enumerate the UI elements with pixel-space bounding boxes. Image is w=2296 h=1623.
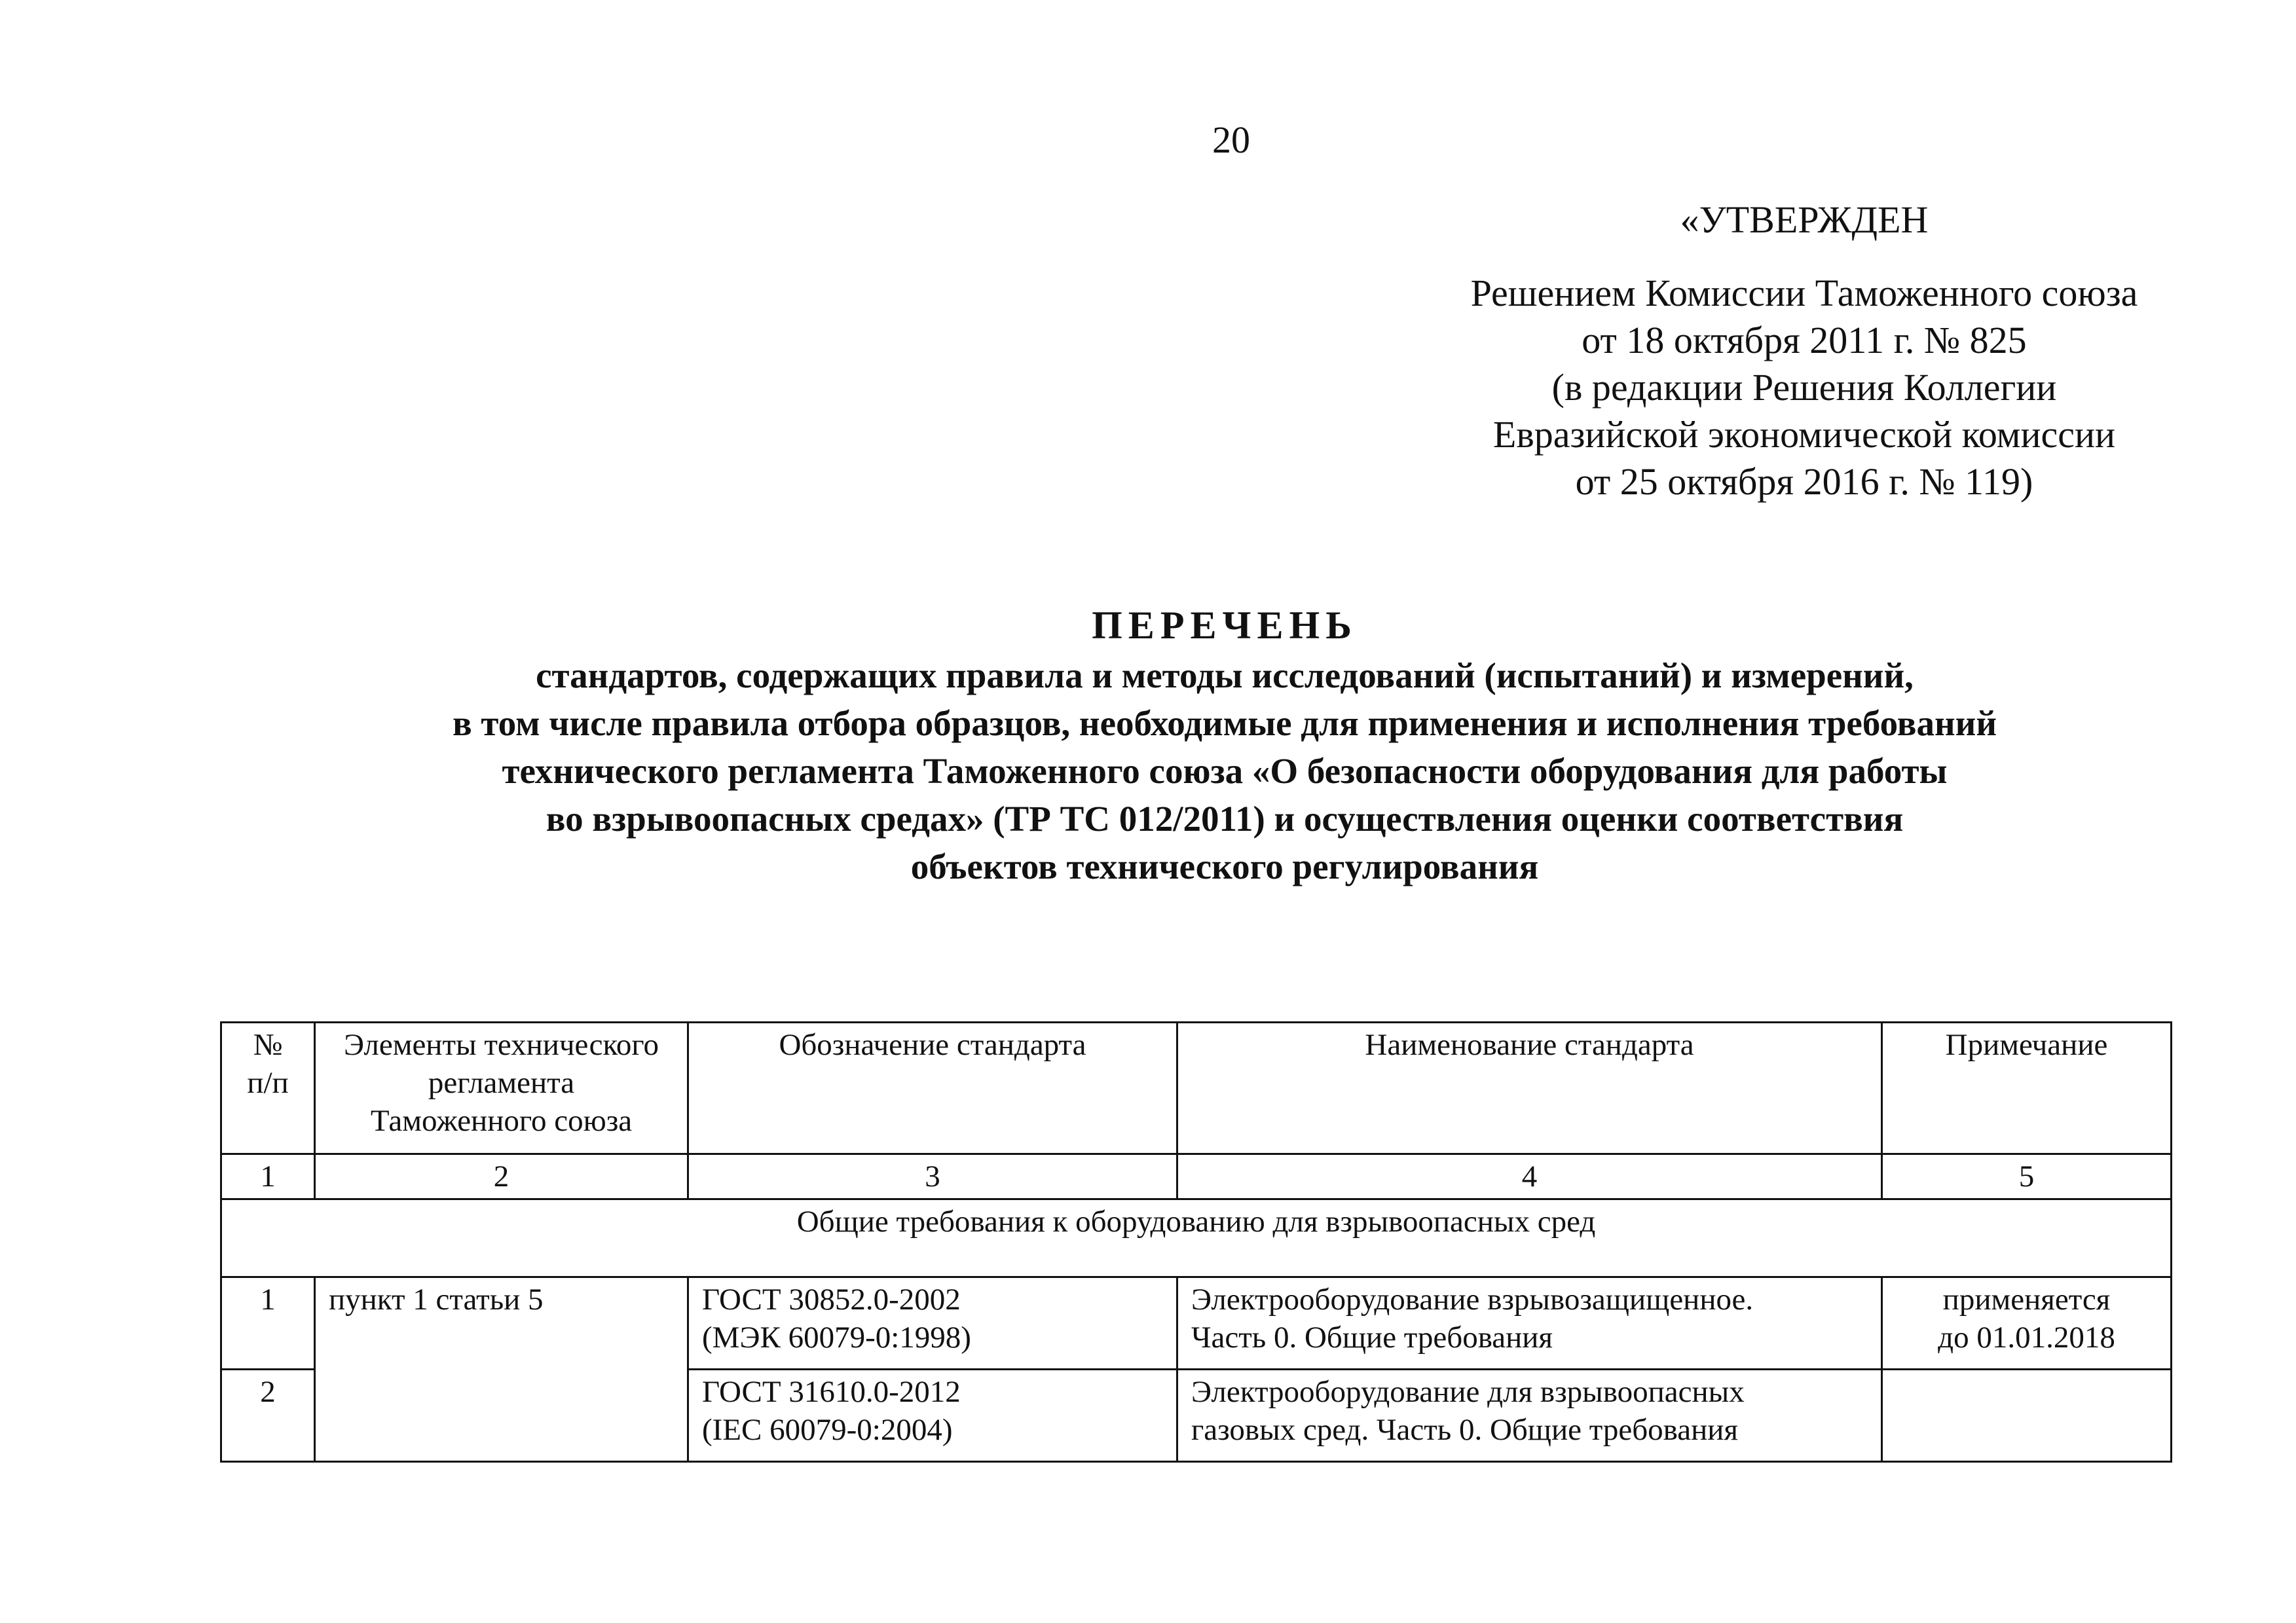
document-title: ПЕРЕЧЕНЬ <box>1092 604 1358 647</box>
designation-line: ГОСТ 31610.0-2012 <box>702 1375 961 1409</box>
designation-line: ГОСТ 30852.0-2002 <box>702 1283 961 1317</box>
section-title: Общие требования к оборудованию для взрывоопасных сред <box>221 1199 2172 1277</box>
column-number: 1 <box>221 1154 315 1199</box>
row-standard-name <box>1177 1277 1882 1370</box>
row-standard-name <box>1177 1370 1882 1462</box>
designation-line: (МЭК 60079-0:1998) <box>702 1321 971 1355</box>
header-text: Элементы технического <box>343 1028 659 1062</box>
header-cell-designation <box>688 1023 1177 1154</box>
header-text: Обозначение стандарта <box>779 1028 1086 1062</box>
note-line: до 01.01.2018 <box>1938 1321 2115 1355</box>
header-cell-number <box>221 1023 315 1154</box>
document-subtitle-line: стандартов, содержащих правила и методы исследований (испытаний) и измерений, <box>536 655 1914 695</box>
row-element: пункт 1 статьи 5 <box>315 1277 688 1462</box>
section-row <box>221 1199 2172 1277</box>
header-text: регламента <box>428 1066 575 1100</box>
note-line: применяется <box>1942 1283 2111 1317</box>
document-subtitle-line: в том числе правила отбора образцов, необходимые для применения и исполнения требований <box>452 703 1997 743</box>
header-text: Таможенного союза <box>370 1104 633 1138</box>
column-number: 3 <box>688 1154 1177 1199</box>
column-number: 5 <box>1882 1154 2172 1199</box>
column-number: 4 <box>1177 1154 1882 1199</box>
document-subtitle-line: объектов технического регулирования <box>910 847 1539 886</box>
approval-stamp-title: «УТВЕРЖДЕН <box>1680 198 1929 241</box>
header-text: № <box>253 1028 283 1062</box>
standard-name-line: Часть 0. Общие требования <box>1191 1321 1553 1355</box>
standard-name-line: Электрооборудование взрывозащищенное. <box>1191 1283 1754 1317</box>
approval-block <box>1395 196 2213 505</box>
header-text: Наименование стандарта <box>1365 1028 1694 1062</box>
row-designation <box>688 1370 1177 1462</box>
table-row <box>221 1277 2172 1370</box>
designation-line: (IEC 60079-0:2004) <box>702 1413 953 1447</box>
row-note <box>1882 1370 2172 1462</box>
document-subtitle-line: во взрывоопасных средах» (ТР ТС 012/2011) и осуществления оценки соответствия <box>546 799 1904 839</box>
header-cell-elements <box>315 1023 688 1154</box>
header-text: Примечание <box>1945 1028 2108 1062</box>
standard-name-line: Электрооборудование для взрывоопасных <box>1191 1375 1745 1409</box>
row-number: 2 <box>221 1370 315 1462</box>
page-number: 20 <box>1212 119 1250 161</box>
standard-name-line: газовых сред. Часть 0. Общие требования <box>1191 1413 1739 1447</box>
approval-line: от 18 октября 2011 г. № 825 <box>1582 319 2027 361</box>
table-header-row <box>221 1023 2172 1154</box>
header-cell-name <box>1177 1023 1882 1154</box>
row-designation <box>688 1277 1177 1370</box>
document-heading <box>170 599 2279 890</box>
column-number-row <box>221 1154 2172 1199</box>
approval-line: (в редакции Решения Коллегии <box>1551 366 2057 409</box>
approval-line: Евразийской экономической комиссии <box>1492 413 2116 456</box>
column-number: 2 <box>315 1154 688 1199</box>
header-cell-note <box>1882 1023 2172 1154</box>
header-text: п/п <box>247 1066 289 1100</box>
approval-line: от 25 октября 2016 г. № 119) <box>1575 460 2033 503</box>
standards-table <box>220 1021 2172 1463</box>
row-note <box>1882 1277 2172 1370</box>
document-subtitle-line: технического регламента Таможенного союза «О безопасности оборудования для работы <box>502 751 1948 791</box>
approval-line: Решением Комиссии Таможенного союза <box>1470 272 2138 314</box>
row-number: 1 <box>221 1277 315 1370</box>
